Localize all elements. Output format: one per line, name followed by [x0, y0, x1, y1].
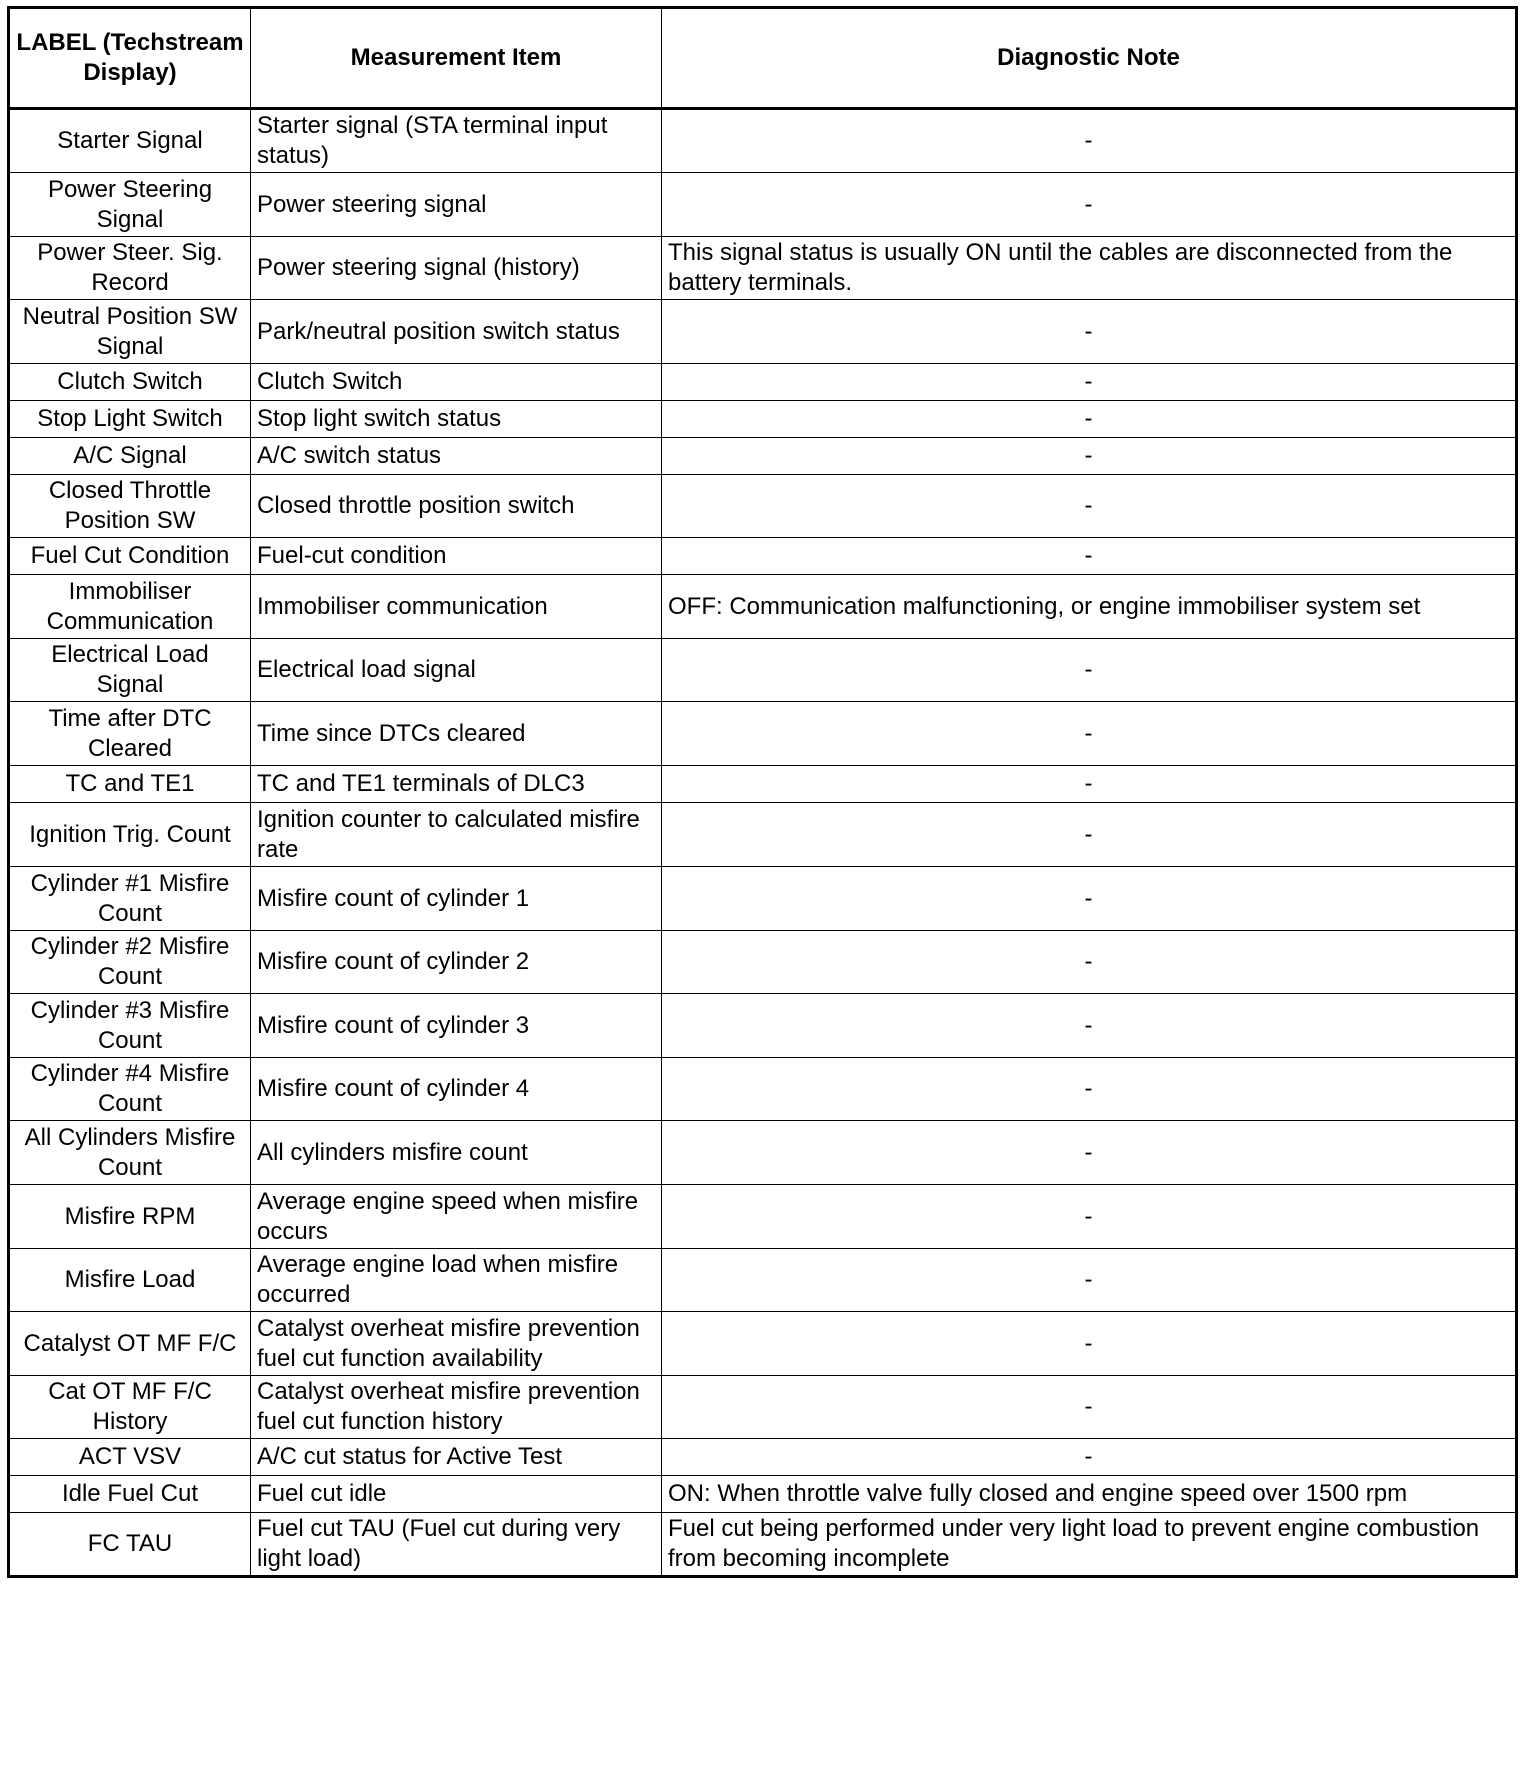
cell-measurement-item: Fuel cut TAU (Fuel cut during very light load)	[251, 1513, 662, 1577]
cell-label: Catalyst OT MF F/C	[9, 1312, 251, 1376]
table-row	[9, 575, 1517, 639]
cell-measurement-item: Stop light switch status	[251, 401, 662, 438]
cell-diagnostic-note: -	[662, 994, 1517, 1058]
table-row	[9, 994, 1517, 1058]
table-row	[9, 1185, 1517, 1249]
table-row	[9, 766, 1517, 803]
table-row	[9, 1376, 1517, 1439]
cell-diagnostic-note: Fuel cut being performed under very light load to prevent engine combustion from becoming incomplete	[662, 1513, 1517, 1577]
cell-diagnostic-note: -	[662, 1439, 1517, 1476]
table-row	[9, 475, 1517, 538]
cell-label: Neutral Position SW Signal	[9, 300, 251, 364]
cell-measurement-item: Power steering signal (history)	[251, 237, 662, 300]
cell-measurement-item: A/C cut status for Active Test	[251, 1439, 662, 1476]
cell-label: Misfire RPM	[9, 1185, 251, 1249]
cell-diagnostic-note: -	[662, 702, 1517, 766]
table-row	[9, 538, 1517, 575]
cell-label: Clutch Switch	[9, 364, 251, 401]
cell-diagnostic-note: -	[662, 803, 1517, 867]
cell-label: Cylinder #2 Misfire Count	[9, 931, 251, 994]
table-row	[9, 1476, 1517, 1513]
table-row	[9, 1513, 1517, 1577]
cell-diagnostic-note: -	[662, 438, 1517, 475]
cell-diagnostic-note: OFF: Communication malfunctioning, or engine immobiliser system set	[662, 575, 1517, 639]
table-row	[9, 702, 1517, 766]
cell-diagnostic-note: ON: When throttle valve fully closed and engine speed over 1500 rpm	[662, 1476, 1517, 1513]
cell-diagnostic-note: -	[662, 1121, 1517, 1185]
cell-label: Fuel Cut Condition	[9, 538, 251, 575]
table-row	[9, 364, 1517, 401]
cell-measurement-item: Average engine speed when misfire occurs	[251, 1185, 662, 1249]
cell-measurement-item: Misfire count of cylinder 1	[251, 867, 662, 931]
cell-measurement-item: Fuel-cut condition	[251, 538, 662, 575]
cell-measurement-item: Power steering signal	[251, 173, 662, 237]
cell-measurement-item: Catalyst overheat misfire prevention fuel cut function availability	[251, 1312, 662, 1376]
cell-label: Time after DTC Cleared	[9, 702, 251, 766]
cell-measurement-item: Misfire count of cylinder 2	[251, 931, 662, 994]
cell-measurement-item: Ignition counter to calculated misfire rate	[251, 803, 662, 867]
cell-diagnostic-note: -	[662, 173, 1517, 237]
table-row	[9, 300, 1517, 364]
cell-measurement-item: Catalyst overheat misfire prevention fuel cut function history	[251, 1376, 662, 1439]
cell-label: Power Steer. Sig. Record	[9, 237, 251, 300]
table-row	[9, 1249, 1517, 1312]
cell-diagnostic-note: -	[662, 766, 1517, 803]
cell-label: FC TAU	[9, 1513, 251, 1577]
cell-diagnostic-note: -	[662, 639, 1517, 702]
cell-measurement-item: Immobiliser communication	[251, 575, 662, 639]
cell-label: Cylinder #3 Misfire Count	[9, 994, 251, 1058]
data-list-table-wrapper	[7, 6, 1515, 1578]
cell-label: TC and TE1	[9, 766, 251, 803]
cell-diagnostic-note: -	[662, 931, 1517, 994]
cell-measurement-item: Fuel cut idle	[251, 1476, 662, 1513]
cell-measurement-item: Electrical load signal	[251, 639, 662, 702]
table-row	[9, 237, 1517, 300]
cell-measurement-item: Clutch Switch	[251, 364, 662, 401]
cell-diagnostic-note: -	[662, 1312, 1517, 1376]
cell-diagnostic-note: -	[662, 475, 1517, 538]
cell-label: A/C Signal	[9, 438, 251, 475]
header-measurement-item: Measurement Item	[251, 8, 662, 109]
cell-diagnostic-note: -	[662, 538, 1517, 575]
cell-measurement-item: Starter signal (STA terminal input status)	[251, 109, 662, 173]
cell-label: ACT VSV	[9, 1439, 251, 1476]
cell-measurement-item: Misfire count of cylinder 3	[251, 994, 662, 1058]
cell-label: Closed Throttle Position SW	[9, 475, 251, 538]
cell-label: Power Steering Signal	[9, 173, 251, 237]
table-row	[9, 639, 1517, 702]
cell-measurement-item: Misfire count of cylinder 4	[251, 1058, 662, 1121]
cell-measurement-item: TC and TE1 terminals of DLC3	[251, 766, 662, 803]
table-row	[9, 109, 1517, 173]
table-row	[9, 1058, 1517, 1121]
cell-label: Cylinder #1 Misfire Count	[9, 867, 251, 931]
table-row	[9, 173, 1517, 237]
header-diagnostic-note: Diagnostic Note	[662, 8, 1517, 109]
table-row	[9, 867, 1517, 931]
cell-label: All Cylinders Misfire Count	[9, 1121, 251, 1185]
cell-label: Stop Light Switch	[9, 401, 251, 438]
table-row	[9, 1439, 1517, 1476]
cell-label: Misfire Load	[9, 1249, 251, 1312]
cell-measurement-item: Closed throttle position switch	[251, 475, 662, 538]
cell-label: Cat OT MF F/C History	[9, 1376, 251, 1439]
cell-label: Immobiliser Communication	[9, 575, 251, 639]
cell-measurement-item: All cylinders misfire count	[251, 1121, 662, 1185]
cell-diagnostic-note: This signal status is usually ON until the cables are disconnected from the battery terminals.	[662, 237, 1517, 300]
table-row	[9, 438, 1517, 475]
cell-label: Starter Signal	[9, 109, 251, 173]
cell-diagnostic-note: -	[662, 1249, 1517, 1312]
table-row	[9, 1121, 1517, 1185]
cell-diagnostic-note: -	[662, 1376, 1517, 1439]
table-row	[9, 401, 1517, 438]
cell-measurement-item: A/C switch status	[251, 438, 662, 475]
cell-diagnostic-note: -	[662, 109, 1517, 173]
cell-label: Cylinder #4 Misfire Count	[9, 1058, 251, 1121]
header-label: LABEL (Techstream Display)	[9, 8, 251, 109]
data-list-table	[7, 6, 1518, 1578]
cell-diagnostic-note: -	[662, 364, 1517, 401]
cell-label: Idle Fuel Cut	[9, 1476, 251, 1513]
table-row	[9, 1312, 1517, 1376]
table-header-row	[9, 8, 1517, 109]
cell-measurement-item: Park/neutral position switch status	[251, 300, 662, 364]
table-row	[9, 931, 1517, 994]
cell-diagnostic-note: -	[662, 300, 1517, 364]
table-row	[9, 803, 1517, 867]
cell-measurement-item: Time since DTCs cleared	[251, 702, 662, 766]
cell-diagnostic-note: -	[662, 401, 1517, 438]
cell-label: Ignition Trig. Count	[9, 803, 251, 867]
table-body	[9, 109, 1517, 1577]
cell-diagnostic-note: -	[662, 867, 1517, 931]
cell-diagnostic-note: -	[662, 1185, 1517, 1249]
cell-label: Electrical Load Signal	[9, 639, 251, 702]
cell-diagnostic-note: -	[662, 1058, 1517, 1121]
cell-measurement-item: Average engine load when misfire occurred	[251, 1249, 662, 1312]
